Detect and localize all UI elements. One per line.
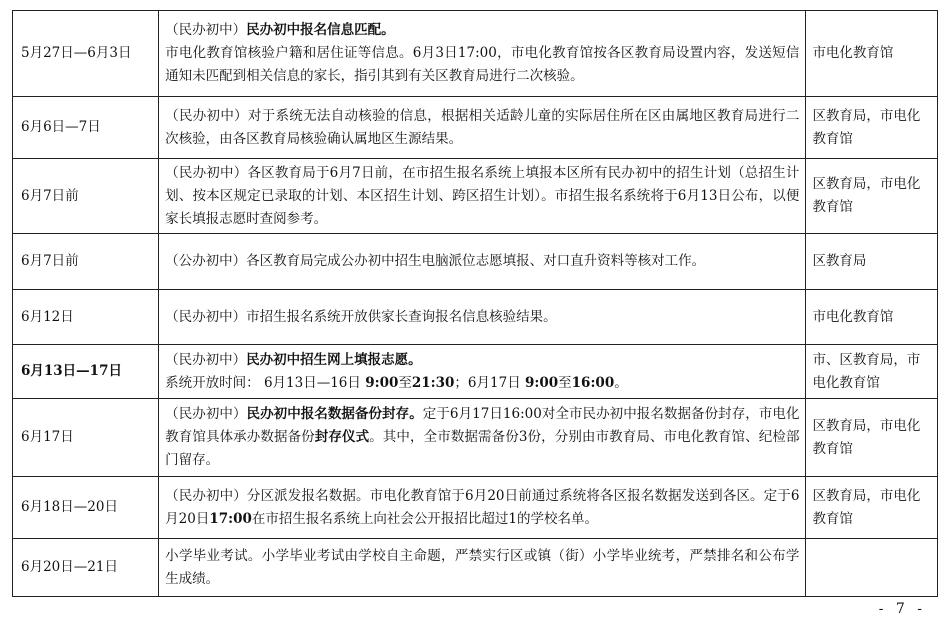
content-segment: （民办初中）市招生报名系统开放供家长查询报名信息核验结果。 (165, 308, 557, 325)
content-segment: 16:00 (571, 374, 615, 391)
content-segment: （民办初中）分区派发报名数据。市电化教育馆于6月20日前通过系统将各区报名数据发送到各区。定于6月20日 (165, 487, 800, 527)
row-content (159, 159, 806, 234)
table-row (13, 345, 938, 399)
row-organization: 市电化教育馆 (806, 290, 938, 345)
row-content (159, 345, 806, 399)
row-content (159, 234, 806, 290)
table-row (13, 399, 938, 477)
row-organization: 区教育局，市电化教育馆 (806, 159, 938, 234)
row-content (159, 97, 806, 159)
row-organization: 区教育局，市电化教育馆 (806, 477, 938, 539)
table-row (13, 11, 938, 97)
row-date: 6月7日前 (13, 234, 159, 290)
row-organization: 市电化教育馆 (806, 11, 938, 97)
content-segment: 封存仪式 (314, 429, 370, 445)
row-content (159, 11, 806, 97)
content-segment: 。 (614, 374, 628, 391)
content-segment: （民办初中）各区教育局于6月7日前，在市招生报名系统上填报本区所有民办初中的招生计划（总招生计划、按本区规定已录取的计划、本区招生计划、跨区招生计划）。市招生报名系统将于6月13日公布，以便家长填报志愿时查阅参考。 (165, 164, 800, 227)
content-segment: 。其中，全市数据需备份3份，分别由市教育局、市电化教育馆、纪检部门留存。 (165, 429, 800, 468)
content-segment: （民办初中） (165, 406, 247, 422)
row-date: 6月20日—21日 (13, 539, 159, 597)
row-organization: 区教育局，市电化教育馆 (806, 399, 938, 477)
content-segment: （民办初中） (165, 22, 247, 38)
row-date: 6月13日—17日 (13, 345, 159, 399)
content-segment: （公办初中）各区教育局完成公办初中招生电脑派位志愿填报、对口直升资料等核对工作。 (165, 253, 706, 269)
content-segment: 系统开放时间： 6月13日—16日 (165, 374, 366, 391)
content-segment: 9:00 (524, 374, 559, 391)
content-segment: 民办初中招生网上填报志愿。 (246, 351, 422, 368)
content-segment: 定于6月17日16:00对全市民办初中报名数据备份封存，市电化教育馆具体承办数据备份 (165, 406, 800, 445)
table-row (13, 234, 938, 290)
row-date: 6月7日前 (13, 159, 159, 234)
table-row (13, 159, 938, 234)
content-segment: 市电化教育馆核验户籍和居住证等信息。6月3日17:00，市电化教育馆按各区教育局设置内容，发送短信通知未匹配到相关信息的家长，指引其到有关区教育局进行二次核验。 (165, 45, 800, 84)
content-segment: ；6月17日 (454, 374, 525, 391)
content-segment: 至 (558, 374, 572, 391)
content-segment: 17:00 (209, 510, 252, 527)
content-segment: 小学毕业考试。小学毕业考试由学校自主命题，严禁实行区或镇（街）小学毕业统考，严禁排名和公布学生成绩。 (165, 547, 800, 587)
row-organization: 区教育局，市电化教育馆 (806, 97, 938, 159)
content-segment: （民办初中）对于系统无法自动核验的信息，根据相关适龄儿童的实际居住所在区由属地区教育局进行二次核验，由各区教育局核验确认属地区生源结果。 (165, 107, 800, 147)
row-content (159, 539, 806, 597)
row-date: 6月6日—7日 (13, 97, 159, 159)
row-content (159, 290, 806, 345)
row-content (159, 477, 806, 539)
row-date: 6月18日—20日 (13, 477, 159, 539)
content-segment: （民办初中） (165, 351, 247, 368)
table-row (13, 539, 938, 597)
row-content (159, 399, 806, 477)
content-segment: 民办初中报名信息匹配。 (246, 22, 395, 38)
page-number: - 7 - (878, 601, 926, 617)
content-segment: 在市招生报名系统上向社会公开报招比超过1的学校名单。 (251, 510, 598, 527)
content-segment: 21:30 (411, 374, 455, 391)
content-segment: 9:00 (365, 374, 399, 391)
row-organization: 区教育局 (806, 234, 938, 290)
row-date: 6月17日 (13, 399, 159, 477)
row-organization (806, 539, 938, 597)
content-segment: 民办初中报名数据备份封存。 (246, 406, 423, 422)
row-date: 6月12日 (13, 290, 159, 345)
row-date: 5月27日—6月3日 (13, 11, 159, 97)
table-row (13, 477, 938, 539)
table-row (13, 290, 938, 345)
table-row (13, 97, 938, 159)
row-organization: 市、区教育局，市电化教育馆 (806, 345, 938, 399)
enrollment-schedule-table (12, 10, 938, 597)
content-segment: 至 (398, 374, 412, 391)
